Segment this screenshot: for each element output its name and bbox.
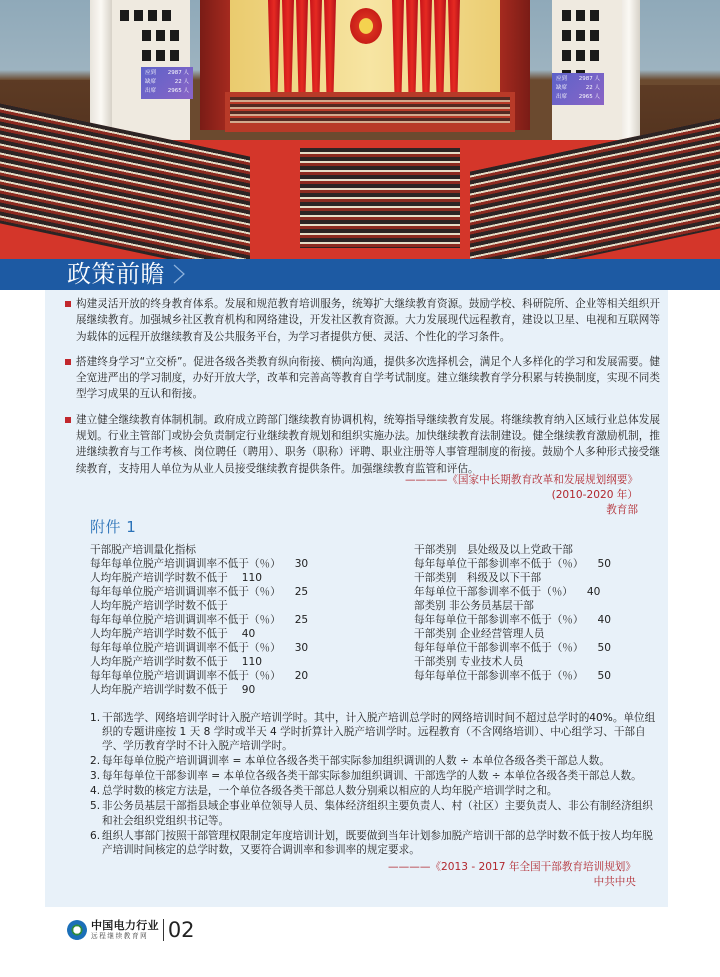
indicator-row: 人均年脱产培训学时数不低于 40 — [90, 628, 256, 640]
attendance-scoreboard-right: 应到 2987 人 缺席 22 人 出席 2965 人 — [552, 73, 604, 105]
stage-seating — [230, 97, 510, 123]
indicator-row: 每年每单位脱产培训调训率不低于（％） 20 — [90, 670, 309, 682]
attachment-title: 附件 1 — [90, 518, 137, 536]
national-emblem-icon — [350, 8, 382, 44]
indicator-row: 每年每单位脱产培训调训率不低于（％） 25 — [90, 586, 309, 598]
footer-divider — [163, 919, 164, 941]
indicator-row: 干部类别 企业经营管理人员 — [414, 628, 545, 640]
note-item: 2. 每年每单位脱产培训调训率 = 本单位各级各类干部实际参加组织调训的人数 ÷ 本单位各级各类干部总人数。 — [90, 755, 610, 768]
brand-main: 中国电力行业 — [91, 919, 159, 933]
citation-years: (2010-2020 年） — [551, 489, 638, 501]
quant-indicators-left — [90, 543, 410, 697]
indicator-row: 每年每单位脱产培训调训率不低于（％） 25 — [90, 614, 309, 626]
page-number: 02 — [167, 918, 195, 942]
citation-issuer: 中共中央 — [593, 876, 636, 888]
indicator-row: 每年每单位脱产培训调训率不低于（％） 30 — [90, 558, 309, 570]
brand-name — [91, 920, 159, 940]
indicator-row: 人均年脱产培训学时数不低于 110 — [90, 572, 262, 584]
indicator-row: 每年每单位干部参训率不低于（％） 50 — [414, 642, 611, 654]
page-footer — [67, 916, 195, 944]
quant-indicators-right — [414, 543, 664, 683]
bullet-square-icon — [65, 417, 71, 423]
indicator-row: 人均年脱产培训学时数不低于 90 — [90, 684, 256, 696]
note-item: 5. 非公务员基层干部指县域企事业单位领导人员、集体经济组织主要负责人、村（社区）主要负责人、非公有制经济组织和社会组织党组织书记等。 — [90, 800, 653, 827]
organization-logo-icon — [67, 920, 87, 940]
citation-cadre-training-plan — [388, 860, 636, 890]
indicator-row: 每年每单位干部参训率不低于（％） 50 — [414, 670, 611, 682]
policy-bullet-list — [65, 296, 660, 486]
note-item: 3. 每年每单位干部参训率 = 本单位各级各类干部实际参加组织调训、干部选学的人数 ÷ 本单位各级各类干部总人数。 — [90, 770, 642, 783]
indicator-row: 每年每单位干部参训率不低于（％） 50 — [414, 558, 611, 570]
bullet-square-icon — [65, 301, 71, 307]
indicator-row: 部类别 非公务员基层干部 — [414, 600, 534, 612]
indicator-row: 人均年脱产培训学时数不低于 — [90, 600, 228, 612]
attendance-scoreboard-left: 应到 2987 人 缺席 22 人 出席 2965 人 — [141, 67, 193, 99]
seating-block-center — [300, 148, 460, 248]
policy-bullet: 构建灵活开放的终身教育体系。发展和规范教育培训服务，统筹扩大继续教育资源。鼓励学校、科研院所、企业等相关组织开展继续教育。加强城乡社区教育机构和网络建设，开发社区教育资源。大力发展现代远程教育，建设以卫星、电视和互联网等为载体的远程开放继续教育及公共服务平台，为学习者提供方便、灵活、个性化的学习条件。 — [65, 296, 660, 345]
content-panel — [45, 290, 668, 907]
citation-education-plan — [405, 473, 638, 518]
indicator-row: 每年每单位脱产培训调训率不低于（％） 30 — [90, 642, 309, 654]
bullet-square-icon — [65, 359, 71, 365]
citation-source: ————《2013 - 2017 年全国干部教育培训规划》 — [388, 861, 636, 873]
note-item: 1. 干部选学、网络培训学时计入脱产培训学时。其中，计入脱产培训总学时的网络培训时间不超过总学时的40%。单位组织的专题讲座按 1 天 8 学时或半天 4 学时折算计入脱产培训学时。远程教育（不含网络培训）、中心组学习、干部自学、学历教育学时不计入脱产培训学时。 — [90, 712, 656, 753]
section-title: 政策前瞻 — [67, 260, 165, 288]
policy-bullet: 搭建终身学习“立交桥”。促进各级各类教育纵向衔接、横向沟通，提供多次选择机会，满足个人多样化的学习和发展需要。健全宽进严出的学习制度，办好开放大学，改革和完善高等教育自学考试制度。建立继续教育学分积累与转换制度，实现不同类型学习成果的互认和衔接。 — [65, 354, 660, 403]
indicator-row: 年每单位干部参训率不低于（％） 40 — [414, 586, 601, 598]
indicator-row: 干部脱产培训量化指标 — [90, 544, 196, 556]
indicator-row: 干部类别 专业技术人员 — [414, 656, 524, 668]
note-item: 4. 总学时数的核定方法是，一个单位各级各类干部总人数分别乘以相应的人均年脱产培训学时之和。 — [90, 785, 558, 798]
notes-list — [90, 711, 660, 858]
policy-bullet: 建立健全继续教育体制机制。政府成立跨部门继续教育协调机构，统筹指导继续教育发展。将继续教育纳入区域行业总体发展规划。行业主管部门或协会负责制定行业继续教育规划和组织实施办法。加快继续教育法制建设。健全继续教育激励机制，推进继续教育与工作考核、岗位聘任（聘用）、职务（职称）评聘、职业注册等人事管理制度的衔接。鼓励个人多种形式接受继续教育，支持用人单位为从业人员接受继续教育提供条件。加强继续教育监管和评估。 — [65, 412, 660, 477]
indicator-row: 每年每单位干部参训率不低于（％） 40 — [414, 614, 611, 626]
hero-photo-assembly-hall — [0, 0, 720, 260]
note-item: 6. 组织人事部门按照干部管理权限制定年度培训计划，既要做到当年计划参加脱产培训干部的总学时数不低于按人均年脱产培训时间核定的总学时数，又要符合调训率和参训率的规定要求。 — [90, 829, 653, 856]
citation-source: ————《国家中长期教育改革和发展规划纲要》 — [404, 474, 638, 486]
citation-issuer: 教育部 — [606, 504, 638, 516]
brand-sub: 远程继续教育网 — [91, 932, 149, 941]
indicator-row: 干部类别 科级及以下干部 — [414, 572, 542, 584]
indicator-row: 人均年脱产培训学时数不低于 110 — [90, 656, 262, 668]
section-banner — [0, 259, 720, 290]
chevron-right-icon — [172, 264, 186, 284]
indicator-row: 干部类别 县处级及以上党政干部 — [414, 544, 573, 556]
